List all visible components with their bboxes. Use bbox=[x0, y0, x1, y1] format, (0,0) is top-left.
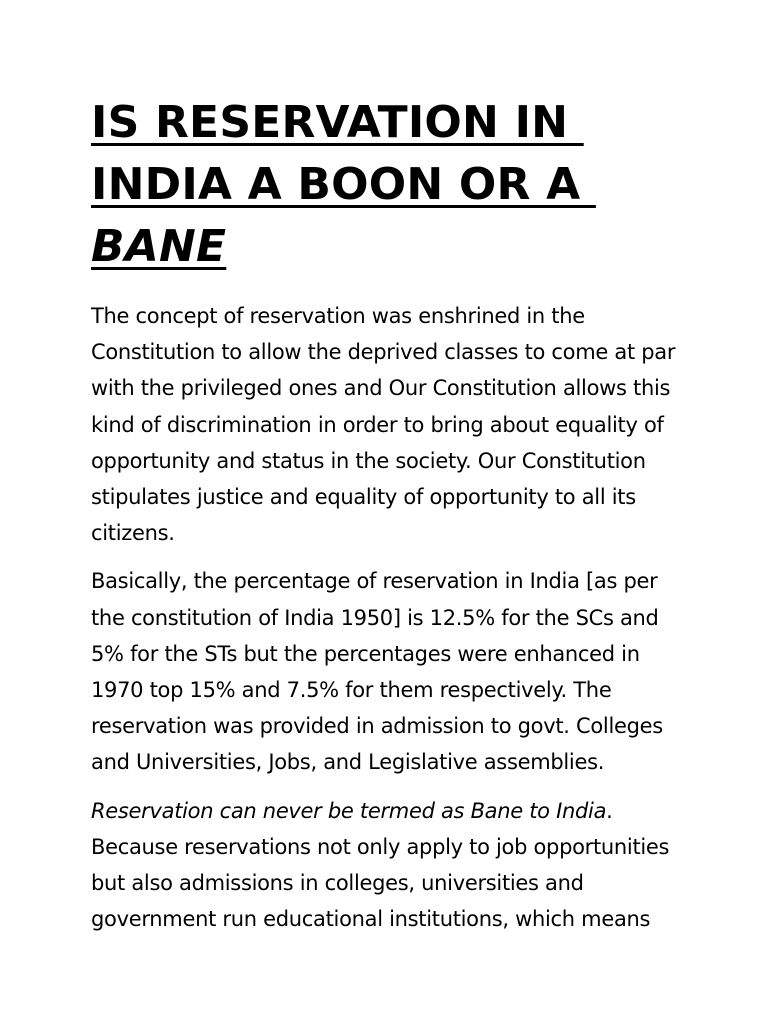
paragraph-line: Constitution to allow the deprived classes to come at par bbox=[91, 340, 676, 365]
paragraph-line: stipulates justice and equality of opportunity to all its bbox=[91, 485, 636, 510]
paragraph-lead-line bbox=[91, 793, 691, 829]
title-text-3: BANE bbox=[91, 221, 227, 272]
paragraph-line: with the privileged ones and Our Constitution allows this bbox=[91, 376, 671, 401]
paragraph-line: and Universities, Jobs, and Legislative assemblies. bbox=[91, 750, 605, 775]
italic-lead: Reservation can never be termed as Bane to India bbox=[91, 798, 607, 823]
title-line-1 bbox=[91, 92, 691, 154]
paragraph-line: Because reservations not only apply to job opportunities bbox=[91, 834, 670, 859]
paragraph-line: citizens. bbox=[91, 521, 175, 546]
paragraph-2 bbox=[91, 563, 691, 780]
title-line-3 bbox=[91, 216, 691, 278]
paragraph-line: kind of discrimination in order to bring about equality of bbox=[91, 412, 664, 437]
document-title bbox=[91, 92, 691, 278]
lead-suffix: . bbox=[606, 798, 613, 823]
paragraph-1 bbox=[91, 298, 691, 551]
paragraph-line: 1970 top 15% and 7.5% for them respectively. The bbox=[91, 678, 612, 703]
paragraph-line: government run educational institutions, which means bbox=[91, 907, 651, 932]
paragraph-line: Basically, the percentage of reservation in India [as per bbox=[91, 569, 658, 594]
document-page bbox=[91, 92, 691, 949]
paragraph-line: opportunity and status in the society. Our Constitution bbox=[91, 448, 646, 473]
paragraph-line: but also admissions in colleges, universities and bbox=[91, 871, 584, 896]
title-text-1: IS RESERVATION IN bbox=[91, 97, 584, 148]
paragraph-line: the constitution of India 1950] is 12.5% for the SCs and bbox=[91, 605, 659, 630]
paragraph-line: 5% for the STs but the percentages were enhanced in bbox=[91, 641, 640, 666]
paragraph-3 bbox=[91, 793, 691, 938]
paragraph-line: The concept of reservation was enshrined in the bbox=[91, 304, 585, 328]
paragraph-line: reservation was provided in admission to govt. Colleges bbox=[91, 714, 663, 739]
title-line-2 bbox=[91, 154, 691, 216]
title-text-2: INDIA A BOON OR A bbox=[91, 159, 596, 210]
